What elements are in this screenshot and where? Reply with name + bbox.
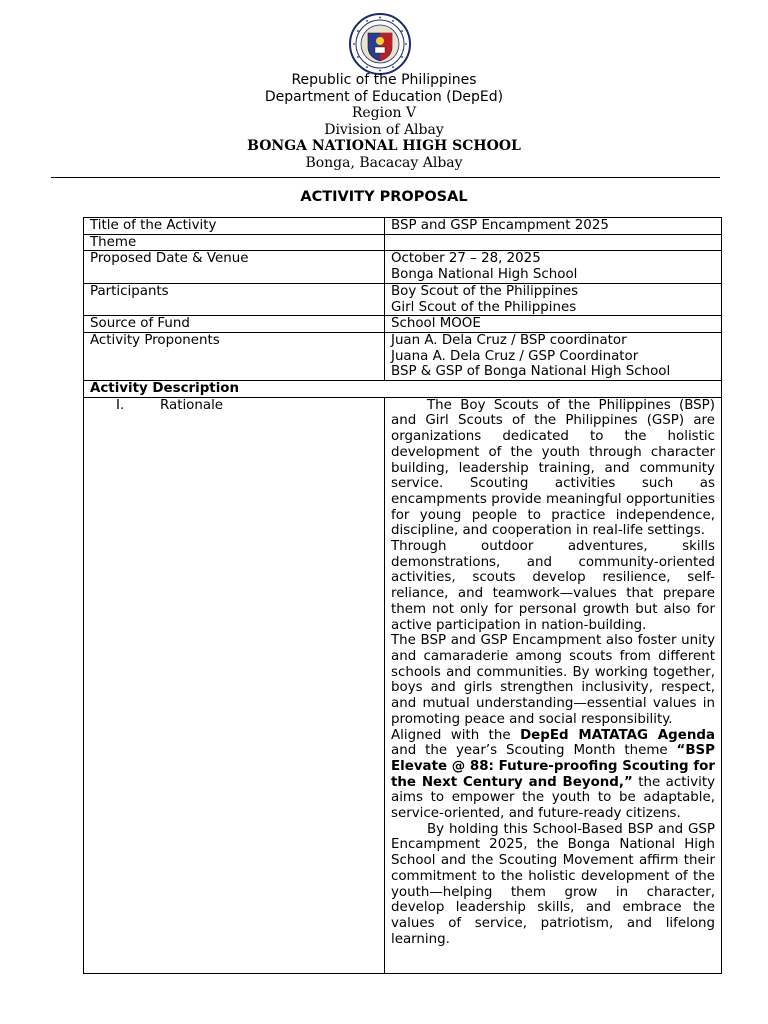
rationale-paragraph: The Boy Scouts of the Philippines (BSP) and Girl Scouts of the Philippines (GSP) are organizations dedicated to the holistic development of the youth through character building, leadership training, and community service. Scouting activities such as encampments provide meaningful opportunities for young people to practice independence, discipline, and cooperation in real-life settings. xyxy=(391,397,715,539)
theme-value xyxy=(385,234,722,251)
proponent-item: Juan A. Dela Cruz / BSP coordinator xyxy=(391,332,627,348)
participants-value xyxy=(385,283,722,315)
header-department: Department of Education (DepEd) xyxy=(264,88,504,105)
fund-label: Source of Fund xyxy=(84,316,385,333)
letterhead xyxy=(0,72,768,172)
table-row xyxy=(84,381,722,398)
proposal-table xyxy=(83,217,722,974)
participants-label: Participants xyxy=(84,283,385,315)
title-label: Title of the Activity xyxy=(84,218,385,235)
header-divider xyxy=(51,177,720,178)
rationale-paragraph: Through outdoor adventures, skills demonstrations, and community-oriented activities, scouts develop resilience, self-reliance, and teamwork—values that prepare them not only for personal growth but also for active participation in nation-building. xyxy=(391,539,715,633)
deped-seal-logo xyxy=(349,13,411,75)
table-row xyxy=(84,234,722,251)
proponents-label: Activity Proponents xyxy=(84,332,385,380)
table-row xyxy=(84,218,722,235)
header-school-name: BONGA NATIONAL HIGH SCHOOL xyxy=(247,138,521,155)
proponent-item: BSP & GSP of Bonga National High School xyxy=(391,364,671,380)
participant-item: Boy Scout of the Philippines xyxy=(391,283,579,299)
header-country: Republic of the Philippines xyxy=(291,72,477,88)
table-row xyxy=(84,397,722,973)
table-row xyxy=(84,332,722,380)
matatag-agenda-text: DepEd MATATAG Agenda xyxy=(520,727,715,743)
header-region: Region V xyxy=(351,105,417,122)
table-row xyxy=(84,316,722,333)
rationale-paragraph: The BSP and GSP Encampment also foster unity and camaraderie among scouts from different schools and communities. By working together, boys and girls strengthen inclusivity, respect, and mutual understanding—essential values in promoting peace and social responsibility. xyxy=(391,633,715,727)
activity-description-heading: Activity Description xyxy=(84,381,722,398)
document-title: ACTIVITY PROPOSAL xyxy=(300,189,468,205)
scouting-theme-text: “BSP Elevate @ 88: Future-proofing Scouting for the Next Century and Beyond,” xyxy=(391,743,715,790)
rationale-text-cell xyxy=(385,397,722,973)
date-value: October 27 – 28, 2025 xyxy=(391,251,541,267)
date-venue-value xyxy=(385,251,722,283)
participant-item: Girl Scout of the Philippines xyxy=(391,299,577,315)
rationale-paragraph: Aligned with the DepEd MATATAG Agenda and the year’s Scouting Month theme “BSP Elevate @ 88: Future-proofing Scouting for the Next Century and Beyond,” the activity aims to empower the youth to be adaptable, service-oriented, and future-ready citizens. xyxy=(391,727,715,822)
rationale-label: Rationale xyxy=(160,397,224,413)
rationale-label-cell xyxy=(84,397,385,973)
fund-value: School MOOE xyxy=(385,316,722,333)
venue-value: Bonga National High School xyxy=(391,267,578,283)
date-venue-label: Proposed Date & Venue xyxy=(84,251,385,283)
theme-label: Theme xyxy=(84,234,385,251)
proponents-value xyxy=(385,332,722,380)
header-address: Bonga, Bacacay Albay xyxy=(305,154,463,171)
table-row xyxy=(84,251,722,283)
rationale-number: I. xyxy=(116,397,125,413)
table-row xyxy=(84,283,722,315)
title-value: BSP and GSP Encampment 2025 xyxy=(385,218,722,235)
proponent-item: Juana A. Dela Cruz / GSP Coordinator xyxy=(391,348,639,364)
rationale-paragraph: By holding this School-Based BSP and GSP Encampment 2025, the Bonga National High School and the Scouting Movement affirm their commitment to the holistic development of the youth—helping them grow in character, develop leadership skills, and embrace the values of service, patriotism, and lifelong learning. xyxy=(391,821,715,947)
header-division: Division of Albay xyxy=(324,121,444,138)
